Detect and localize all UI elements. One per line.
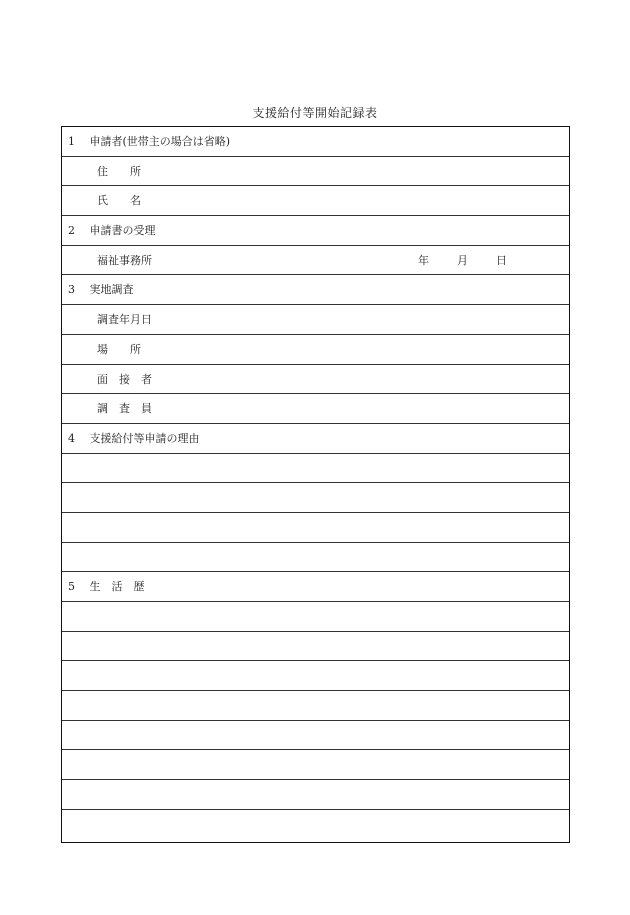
reason-line[interactable] [62,513,569,543]
section-3-label: 実地調査 [89,283,134,297]
interviewee-label: 面 接 者 [97,372,152,386]
welfare-office-label: 福祉事務所 [97,253,152,267]
section-2-number: 2 [68,224,75,238]
reason-line[interactable] [62,543,569,573]
investigator-row[interactable] [62,394,569,424]
history-line[interactable] [62,810,569,840]
record-form-table [61,126,570,843]
section-4-number: 4 [68,431,75,445]
reason-line[interactable] [62,483,569,513]
section-5-number: 5 [68,580,75,594]
receipt-date [418,246,507,275]
investigation-date-row[interactable] [62,305,569,335]
month-label: 月 [457,253,468,267]
history-line[interactable] [62,780,569,810]
section-1-label: 申請者(世帯主の場合は省略) [89,135,231,148]
section-1-number: 1 [68,135,75,148]
investigation-date-label: 調査年月日 [97,313,152,327]
section-2-header [62,216,569,246]
history-line[interactable] [62,661,569,691]
history-line[interactable] [62,691,569,721]
section-5-header [62,572,569,602]
history-line[interactable] [62,750,569,780]
form-title: 支援給付等開始記録表 [252,106,378,120]
history-line[interactable] [62,602,569,632]
name-label: 氏 名 [97,194,141,208]
name-row[interactable] [62,186,569,216]
section-4-header [62,424,569,454]
interviewee-row[interactable] [62,365,569,395]
welfare-office-row[interactable] [62,246,569,276]
history-line[interactable] [62,721,569,751]
section-3-number: 3 [68,283,75,297]
address-label: 住 所 [97,164,141,178]
section-4-label: 支援給付等申請の理由 [89,431,200,445]
section-2-label: 申請書の受理 [89,224,156,238]
place-label: 場 所 [97,342,141,356]
place-row[interactable] [62,335,569,365]
investigator-label: 調 査 員 [97,402,152,416]
year-label: 年 [418,253,429,267]
section-3-header [62,275,569,305]
day-label: 日 [496,253,507,267]
section-1-header [62,127,569,157]
section-5-label: 生 活 歴 [89,580,145,594]
address-row[interactable] [62,157,569,187]
reason-line[interactable] [62,454,569,484]
history-line[interactable] [62,632,569,662]
